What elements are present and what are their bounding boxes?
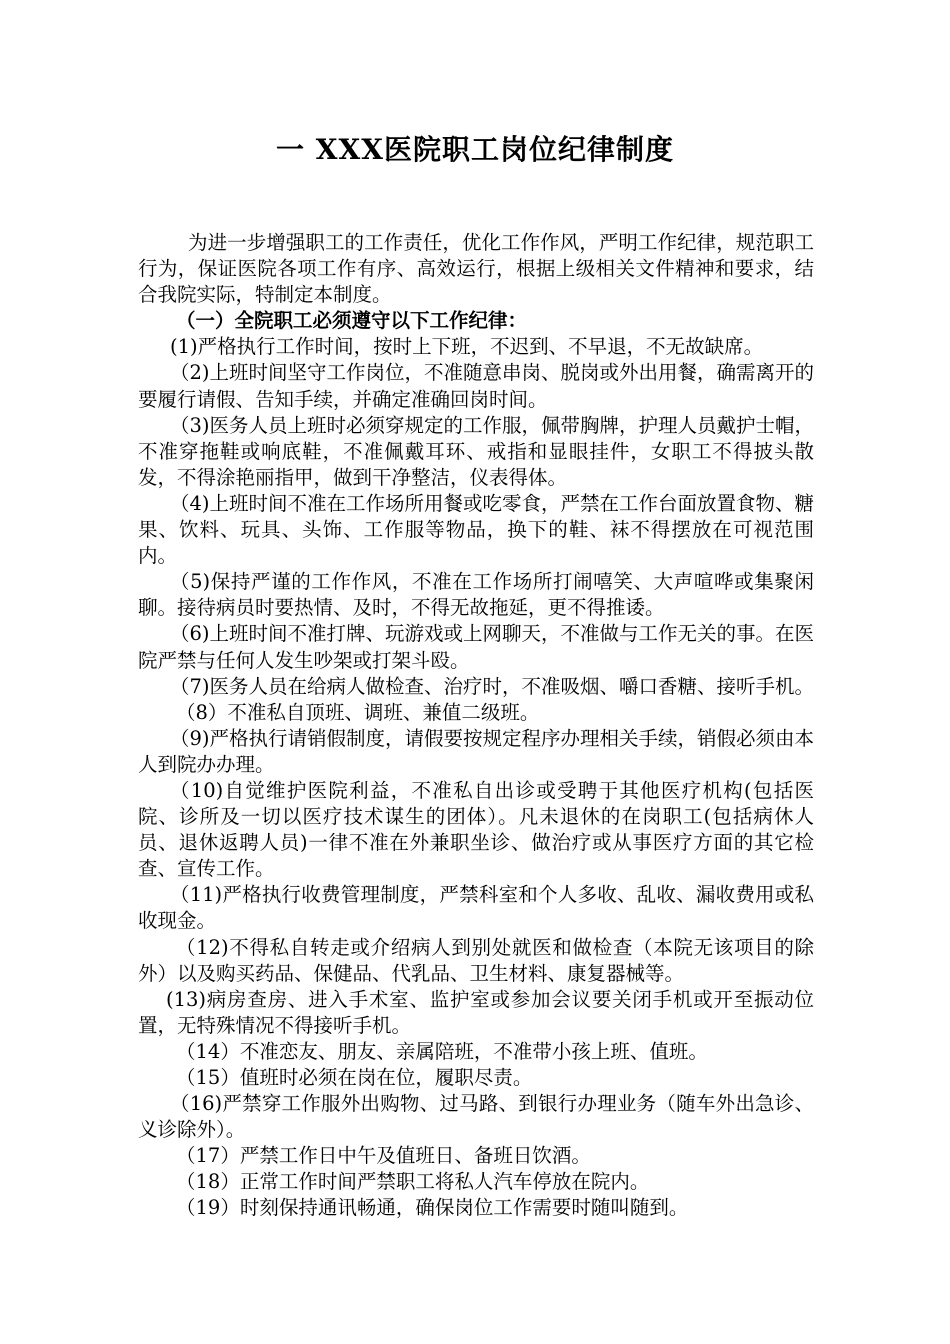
rule-item: （6)上班时间不准打牌、玩游戏或上网聊天，不准做与工作无关的事。在医院严禁与任何人发生吵架或打架斗殴。 [138,622,815,672]
section-heading: （一）全院职工必须遵守以下工作纪律： [176,309,528,333]
rule-item: （8）不准私自顶班、调班、兼值二级班。 [176,700,540,724]
rule-item: （12)不得私自转走或介绍病人到别处就医和做检查（本院无该项目的除外）以及购买药品、保健品、代乳品、卫生材料、康复器械等。 [138,935,814,985]
rule-item: （10)自觉维护医院利益，不准私自出诊或受聘于其他医疗机构(包括医院、诊所及一切以医疗技术谋生的团体）。凡未退休的在岗职工(包括病休人员、退休返聘人员)一律不准在外兼职坐诊、做治疗或从事医疗方面的其它检查、宣传工作。 [138,778,814,881]
document-body [138,230,814,1222]
intro-paragraph: 为进一步增强职工的工作责任，优化工作作风，严明工作纪律，规范职工行为，保证医院各项工作有序、高效运行，根据上级相关文件精神和要求，结合我院实际，特制定本制度。 [138,231,814,307]
rule-item: （9)严格执行请销假制度，请假要按规定程序办理相关手续，销假必须由本人到院办办理。 [138,726,815,776]
rule-item: (1)严格执行工作时间，按时上下班，不迟到、不早退，不无故缺席。 [170,335,764,359]
rule-item: （3)医务人员上班时必须穿规定的工作服，佩带胸牌，护理人员戴护士帽，不准穿拖鞋或响底鞋，不准佩戴耳环、戒指和显眼挂件，女职工不得披头散发，不得涂艳丽指甲，做到干净整洁，仪表得体。 [138,413,815,489]
rule-item: （15）值班时必须在岗在位，履职尽责。 [176,1066,533,1089]
document-title: 一 XXX医院职工岗位纪律制度 [276,133,674,166]
rule-item: （5)保持严谨的工作作风，不准在工作场所打闹嘻笑、大声喧哗或集聚闲聊。接待病员时要热情、及时，不得无故拖延，更不得推诿。 [138,570,814,620]
rule-item: （7)医务人员在给病人做检查、治疗时，不准吸烟、嚼口香糖、接听手机。 [170,674,815,698]
rule-item: (13)病房查房、进入手术室、监护室或参加会议要关闭手机或开至振动位置，无特殊情况不得接听手机。 [138,987,814,1037]
rule-item: （11)严格执行收费管理制度，严禁科室和个人多收、乱收、漏收费用或私收现金。 [138,883,814,933]
rule-item: （19）时刻保持通讯畅通，确保岗位工作需要时随叫随到。 [176,1196,689,1220]
rule-item: （16)严禁穿工作服外出购物、过马路、到银行办理业务（随车外出急诊、义诊除外）。 [138,1092,814,1142]
rule-item: （4)上班时间不准在工作场所用餐或吃零食，严禁在工作台面放置食物、糖果、饮料、玩具、头饰、工作服等物品，换下的鞋、袜不得摆放在可视范围内。 [138,491,815,568]
rule-item: （2)上班时间坚守工作岗位，不准随意串岗、脱岗或外出用餐，确需离开的要履行请假、告知手续，并确定准确回岗时间。 [138,361,815,411]
rule-item: （14）不准恋友、朋友、亲属陪班，不准带小孩上班、值班。 [176,1039,708,1063]
rule-item: （18）正常工作时间严禁职工将私人汽车停放在院内。 [176,1170,650,1194]
rule-item: （17）严禁工作日中午及值班日、备班日饮酒。 [176,1144,591,1168]
